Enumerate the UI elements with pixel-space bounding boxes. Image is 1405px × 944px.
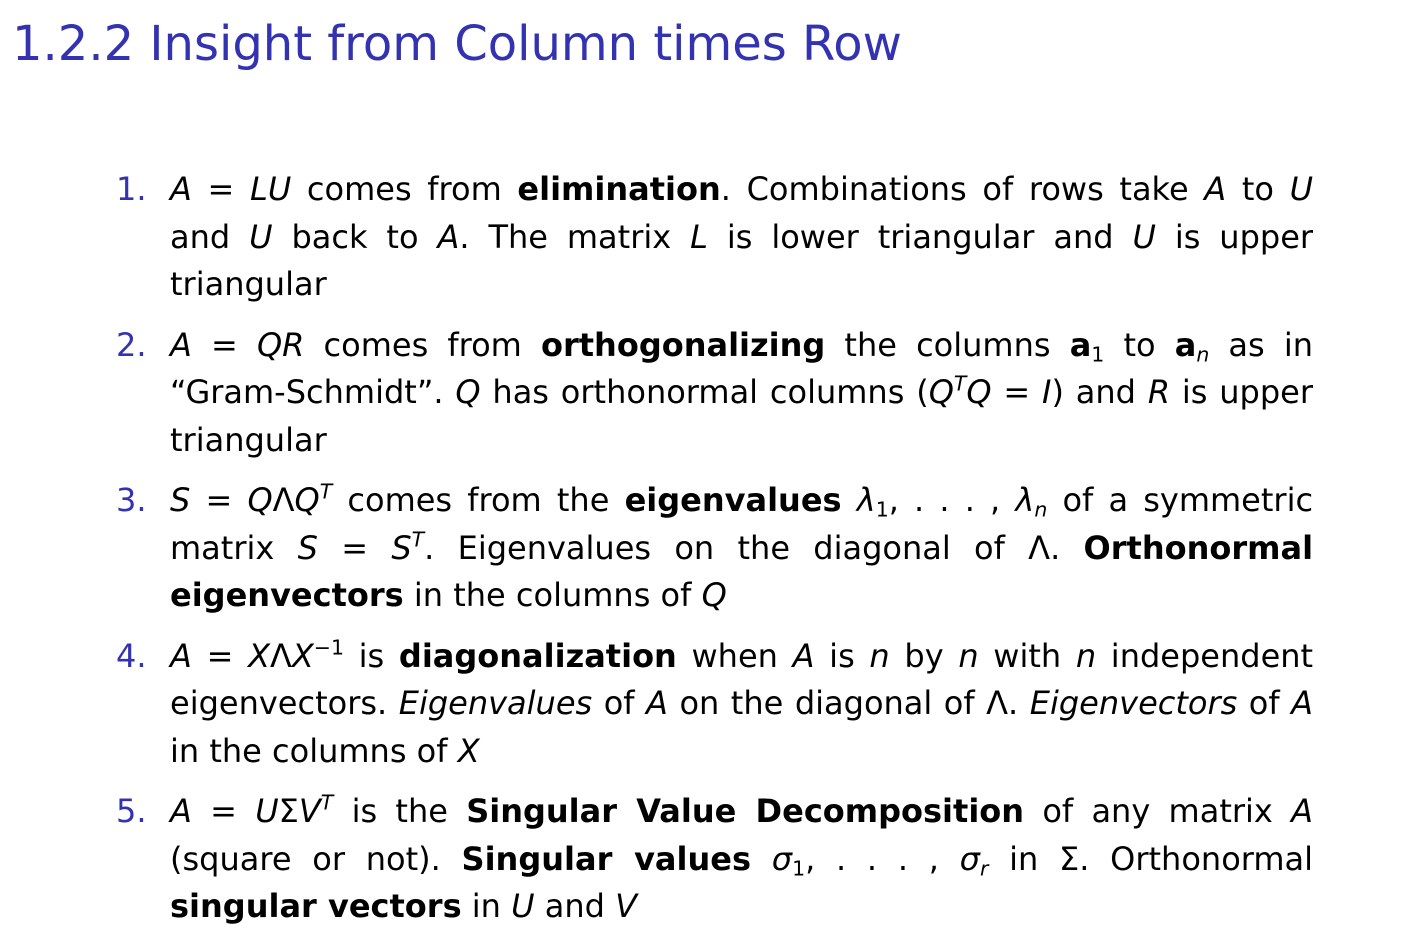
math-symbol: n	[869, 636, 890, 675]
math-symbol: S	[391, 528, 412, 567]
math-symbol: U	[1289, 170, 1314, 208]
text-run: back to	[272, 217, 438, 256]
math-symbol: S	[297, 528, 318, 567]
item-text	[170, 170, 1313, 303]
math-symbol: λ	[1015, 481, 1035, 519]
math-operator: =	[191, 792, 256, 830]
math-symbol: V	[298, 792, 321, 830]
math-symbol: U	[249, 217, 273, 256]
text-run: is the	[333, 792, 467, 830]
math-symbol: Q	[966, 373, 992, 411]
math-symbol: I	[1042, 373, 1052, 411]
text-run: is	[343, 636, 399, 675]
item-number: 1.	[116, 170, 147, 208]
superscript: T	[319, 479, 333, 504]
text-run: has orthonormal columns (	[480, 373, 929, 411]
bold-term: eigenvalues	[624, 481, 842, 519]
math-symbol: X	[457, 731, 480, 770]
math-symbol: U	[511, 887, 535, 925]
bold-term: singular vectors	[170, 887, 462, 925]
text-run: the columns	[825, 325, 1070, 364]
item-text	[170, 634, 1314, 770]
text-run: in	[461, 887, 512, 925]
text-run: by	[889, 636, 959, 675]
math-symbol: n	[1075, 636, 1097, 675]
text-run: to	[1226, 170, 1290, 208]
item-text	[170, 481, 1313, 614]
list-item	[116, 322, 1313, 465]
math-symbol: V	[615, 887, 637, 925]
math-operator: =	[190, 481, 248, 519]
text-run: is upper triangular	[170, 373, 1314, 459]
bold-term: Singular values	[461, 839, 752, 878]
text-run: . The matrix	[459, 217, 691, 256]
math-symbol: X	[291, 636, 314, 675]
math-symbol: σ	[771, 839, 793, 878]
text-run: of any matrix	[1024, 792, 1292, 830]
text-run: is	[814, 636, 870, 675]
list-item	[116, 788, 1313, 931]
item-number: 3.	[116, 481, 147, 519]
math-operator: =	[191, 636, 249, 675]
text-run: on the diagonal of Λ.	[667, 684, 1030, 722]
text-run: in the columns of	[170, 731, 458, 770]
list-item	[116, 166, 1313, 309]
text-run: comes from	[291, 170, 518, 208]
bold-term: a	[1174, 325, 1197, 364]
math-operator: Λ	[272, 481, 295, 519]
text-run: in the columns of	[403, 576, 702, 614]
text-run: of	[592, 684, 647, 722]
math-symbol: n	[958, 636, 979, 675]
text-run: of	[1237, 684, 1292, 722]
math-operator: =	[191, 325, 257, 364]
math-symbol: U	[255, 792, 279, 830]
text-run: in Σ. Orthonormal	[988, 839, 1314, 878]
item-number: 5.	[116, 792, 147, 830]
math-symbol: LU	[250, 170, 292, 208]
text-run: is lower triangular and	[707, 217, 1133, 256]
item-number: 2.	[116, 325, 147, 364]
bold-term: Singular Value Decomposition	[466, 792, 1025, 830]
math-symbol: A	[170, 792, 192, 830]
math-symbol: A	[170, 170, 192, 208]
math-symbol: A	[646, 684, 668, 722]
math-symbol: R	[1147, 373, 1171, 411]
text-run: comes from	[304, 325, 541, 364]
bold-term: Orthonormal eigenvectors	[170, 528, 1314, 614]
math-symbol: A	[437, 217, 460, 256]
text-run: ) and	[1051, 373, 1148, 411]
math-symbol: A	[170, 636, 192, 675]
text-run: as in “Gram-Schmidt”.	[170, 325, 1314, 411]
math-symbol: Q	[455, 373, 481, 411]
superscript: −1	[313, 634, 344, 659]
text-run: with	[978, 636, 1076, 675]
math-operator: =	[317, 528, 392, 567]
subscript: 1	[792, 856, 806, 881]
math-operator: Σ	[278, 792, 299, 830]
subscript: r	[979, 856, 989, 881]
text-run: and	[170, 217, 250, 256]
bold-term: elimination	[517, 170, 721, 208]
text-run: independent eigenvectors.	[170, 636, 1314, 722]
text-run: to	[1104, 325, 1175, 364]
text-run	[842, 481, 857, 519]
math-symbol: U	[1132, 217, 1156, 256]
item-text	[170, 792, 1313, 925]
math-symbol: Q	[294, 481, 320, 519]
math-symbol: λ	[856, 481, 876, 519]
superscript: T	[411, 526, 425, 551]
math-symbol: A	[1291, 684, 1314, 722]
math-symbol: S	[170, 481, 191, 519]
math-operator: =	[991, 373, 1043, 411]
superscript: T	[953, 371, 967, 396]
text-run: (square or not).	[170, 839, 462, 878]
math-symbol: A	[170, 325, 192, 364]
emphasis-term: Eigenvalues	[398, 684, 593, 722]
bold-term: diagonalization	[398, 636, 677, 675]
math-symbol: A	[792, 636, 815, 675]
superscript: T	[320, 790, 334, 815]
numbered-list	[116, 166, 1313, 944]
math-operator: , . . . ,	[805, 839, 960, 878]
math-operator: Λ	[269, 636, 292, 675]
bold-term: orthogonalizing	[540, 325, 826, 364]
math-symbol: L	[690, 217, 708, 256]
text-run: comes from the	[332, 481, 625, 519]
bold-term: a	[1069, 325, 1092, 364]
math-operator: , . . . ,	[888, 481, 1016, 519]
math-symbol: Q	[247, 481, 273, 519]
list-item	[116, 477, 1313, 620]
item-text	[170, 326, 1313, 459]
math-symbol: A	[1291, 792, 1314, 830]
subscript: n	[1196, 342, 1210, 367]
math-operator: =	[191, 170, 251, 208]
text-run: and	[534, 887, 616, 925]
subscript: 1	[875, 497, 889, 522]
math-symbol: Q	[701, 576, 727, 614]
math-symbol: Q	[928, 373, 954, 411]
subscript: 1	[1091, 342, 1105, 367]
text-run: . Combinations of rows take	[720, 170, 1205, 208]
text-run: when	[676, 636, 793, 675]
list-item	[116, 633, 1313, 776]
item-number: 4.	[116, 636, 147, 675]
text-run: of a symmetric matrix	[170, 481, 1314, 567]
math-symbol: X	[248, 636, 270, 675]
text-run	[751, 840, 772, 878]
text-run: is upper triangular	[170, 217, 1314, 303]
math-symbol: QR	[256, 325, 305, 364]
math-symbol: A	[1204, 170, 1227, 208]
page-title: 1.2.2 Insight from Column times Row	[12, 16, 902, 72]
emphasis-term: Eigenvectors	[1029, 684, 1238, 722]
math-symbol: σ	[959, 839, 980, 878]
subscript: n	[1034, 497, 1048, 522]
text-run: . Eigenvalues on the diagonal of Λ.	[424, 528, 1084, 567]
